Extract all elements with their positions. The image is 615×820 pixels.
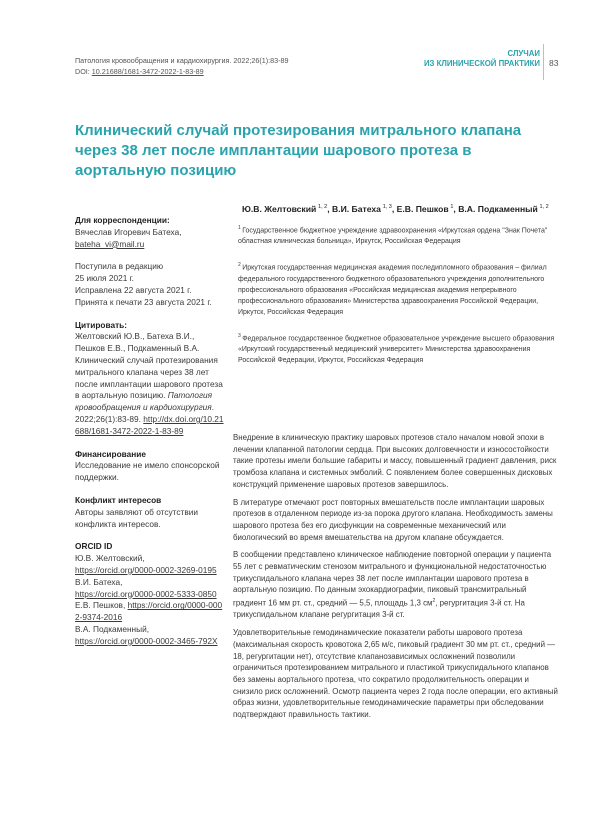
cite-doi-link[interactable]: http://dx.doi.org/10.21688/1681-3472-2022-1-83-89 bbox=[75, 413, 224, 436]
correspondence-name: Вячеслав Игоревич Батеха, bbox=[75, 226, 182, 237]
affiliation-item bbox=[238, 223, 558, 247]
orcid-heading: ORCID ID bbox=[75, 541, 113, 552]
affiliation-text: Иркутская государственная медицинская академия последипломного образования – филиал федерального государственного бюджетного образовательного учреждения дополнительного профессионального образования «Российская медицинская академия непрерывного профессионального образования» Министерства здравоохранения Российской Федерации, Иркутск, Российская Федерация bbox=[238, 264, 547, 316]
author-affil-ref: 1, 3 bbox=[382, 204, 392, 211]
cite-section bbox=[75, 320, 225, 438]
revised-date: Исправлена 22 августа 2021 г. bbox=[75, 284, 192, 295]
running-header bbox=[75, 55, 289, 77]
conflict-heading: Конфликт интересов bbox=[75, 494, 162, 505]
cite-journal: Патология кровообращения и кардиохирургия bbox=[75, 390, 213, 413]
conflict-section bbox=[75, 495, 225, 530]
dates-section bbox=[75, 261, 225, 308]
orcid-link[interactable]: https://orcid.org/0000-0002-3465-792X bbox=[75, 635, 218, 646]
orcid-entry bbox=[75, 600, 225, 624]
affiliation-number: 1 bbox=[238, 225, 241, 231]
abstract-paragraph: Внедрение в клиническую практику шаровых протезов стало началом новой эпохи в лечении клапанной патологии сердца. При высоких долговечности и износостойкости такие протезы имели большие габариты и массу, повышенный градиент давления, риск тромбоза клапана и системных эмболий. С появлением более совершенных дисковых конструкций применение шаровых протезов завершилось. bbox=[233, 433, 557, 489]
funding-heading: Финансирование bbox=[75, 448, 147, 459]
doi-line bbox=[75, 66, 289, 77]
orcid-author: Ю.В. Желтовский, bbox=[75, 553, 145, 564]
cite-text bbox=[75, 331, 225, 437]
affiliation-list bbox=[238, 223, 558, 379]
abstract-body bbox=[233, 432, 560, 727]
author-name: Е.В. Пешков bbox=[396, 204, 449, 214]
author-affil-ref: 1 bbox=[450, 204, 454, 211]
author-affil-ref: 1, 2 bbox=[318, 204, 328, 211]
orcid-section bbox=[75, 541, 225, 647]
orcid-entry bbox=[75, 577, 225, 601]
author-affil-ref: 1, 2 bbox=[539, 204, 549, 211]
author-name: Ю.В. Желтовский bbox=[242, 204, 317, 214]
cite-authors-title: Желтовский Ю.В., Батеха В.И., Пешков Е.В., Подкаменный В.А. Клинический случай протезирования митрального клапана через 38 лет после имплантации шарового протеза в аортальную позицию. bbox=[75, 331, 223, 401]
affiliation-number: 3 bbox=[238, 332, 241, 339]
journal-citation: Патология кровообращения и кардиохирургия. 2022;26(1):83-89 bbox=[75, 56, 289, 65]
affiliation-item bbox=[238, 260, 558, 317]
abstract-text: В сообщении представлено клиническое наблюдение повторной операции у пациента 55 лет с ревматическим стенозом митрального и функциональной недостаточностью трикуспидального клапана через 38 лет после имплантации шарового протеза в аортальную позицию. По данным эхокардиографии, пиковый трансмитральный градиент 16 мм рт. ст., средний — 5,5, площадь 1,3 см bbox=[233, 550, 552, 608]
funding-text: Исследование не имело спонсорской поддержки. bbox=[75, 460, 220, 483]
author-separator: , bbox=[453, 204, 459, 214]
header-divider bbox=[543, 44, 544, 80]
orcid-link[interactable]: https://orcid.org/0000-0002-3269-0195 bbox=[75, 564, 217, 575]
cite-heading: Цитировать: bbox=[75, 319, 127, 330]
orcid-link[interactable]: https://orcid.org/0000-0002-9374-2016 bbox=[75, 600, 223, 623]
correspondence-email-link[interactable]: bateha_vi@mail.ru bbox=[75, 238, 145, 249]
cite-issue: . 2022;26(1):83-89. bbox=[75, 402, 215, 424]
correspondence-heading: Для корреспонденции: bbox=[75, 215, 170, 225]
conflict-text: Авторы заявляют об отсутствии конфликта интересов. bbox=[75, 506, 199, 529]
correspondence-section bbox=[75, 215, 225, 250]
accepted-date: Принята к печати 23 августа 2021 г. bbox=[75, 296, 212, 307]
author-separator: , bbox=[327, 204, 333, 214]
abstract-text: , регургитация 3-й ст. На трикуспидальном клапане регургитация 3-й ст. bbox=[233, 598, 525, 620]
article-info-sidebar bbox=[75, 215, 225, 659]
section-label-line2: ИЗ КЛИНИЧЕСКОЙ ПРАКТИКИ bbox=[423, 59, 540, 68]
funding-section bbox=[75, 449, 225, 484]
section-label bbox=[424, 49, 540, 69]
affiliation-text: Федеральное государственное бюджетное образовательное учреждение высшего образования «Иркутский государственный медицинский университет» Министерства здравоохранения Российской Федерации, Иркутск, Российская Федерация bbox=[238, 334, 555, 364]
page-number: 83 bbox=[549, 58, 559, 68]
abstract-paragraph: Удовлетворительные гемодинамические показатели работы шарового протеза (максимальная скорость кровотока 2,65 м/с, пиковый градиент 30 мм рт. ст., средний — 18, регургитации нет), отсутствие клапанозависимых осложнений позволили ограничиться протезированием митрального и пластикой трикуспидального клапанов без замены аортального протеза, что сократило продолжительность операции и снизило риск осложнений. Осмотр пациента через 2 года после операции, его активный образ жизни, удовлетворительные гемодинамические параметры при обследовании подтверждают правильность тактики. bbox=[233, 628, 558, 720]
affiliation-text: Государственное бюджетное учреждение здравоохранения «Иркутская ордена "Знак Почета" областная клиническая больница», Иркутск, Российская Федерация bbox=[238, 227, 548, 246]
orcid-entry bbox=[75, 553, 225, 577]
abstract-paragraph bbox=[233, 549, 560, 621]
orcid-author: В.И. Батеха, bbox=[75, 576, 123, 587]
article-title: Клинический случай протезирования митрального клапана через 38 лет после имплантации шарового протеза в аортальную позицию bbox=[75, 122, 522, 179]
section-label-line1: СЛУЧАИ bbox=[507, 49, 540, 58]
orcid-entry bbox=[75, 624, 225, 648]
received-date: 25 июля 2021 г. bbox=[75, 273, 134, 284]
abstract-paragraph: В литературе отмечают рост повторных вмешательств после имплантации шаровых протезов в отдаленном периоде из-за порока другого клапана. Необходимость замены шарового протеза без его дисфункции на современные механический или биологический во время вмешательства на другом клапане обсуждается. bbox=[233, 497, 553, 542]
author-list bbox=[242, 204, 572, 214]
received-label: Поступила в редакцию bbox=[75, 261, 164, 272]
author-separator: , bbox=[391, 204, 397, 214]
orcid-author: В.А. Подкаменный, bbox=[75, 623, 150, 634]
orcid-author: Е.В. Пешков, bbox=[75, 600, 126, 611]
affiliation-item bbox=[238, 331, 558, 366]
affiliation-number: 2 bbox=[238, 262, 241, 269]
doi-label: DOI: bbox=[75, 67, 92, 76]
author-name: В.А. Подкаменный bbox=[458, 204, 538, 214]
author-name: В.И. Батеха bbox=[332, 204, 381, 214]
doi-link[interactable]: 10.21688/1681-3472-2022-1-83-89 bbox=[91, 67, 204, 76]
orcid-link[interactable]: https://orcid.org/0000-0002-5333-0850 bbox=[75, 588, 217, 599]
superscript: 2 bbox=[432, 598, 436, 605]
